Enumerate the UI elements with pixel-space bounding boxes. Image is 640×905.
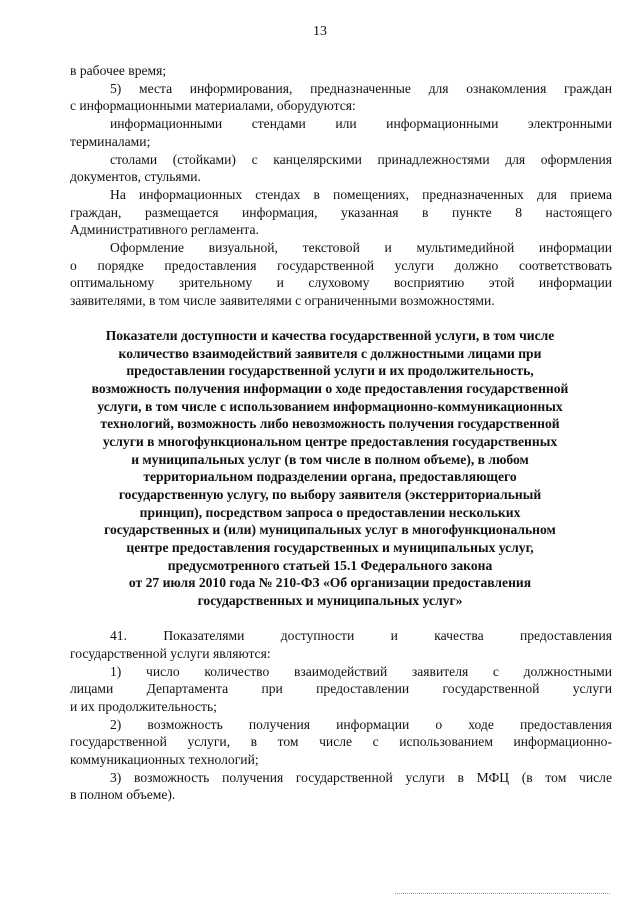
section-heading-line: Показатели доступности и качества государственной услуги, в том числе [105,328,555,343]
text-line: Оформление визуальной, текстовой и мультимедийной информации [110,240,612,255]
text-line: информационными стендами или информационными электронными [110,116,612,131]
section-heading-line: услуги в многофункциональном центре предоставления государственных [102,434,558,449]
section-heading-line: от 27 июля 2010 года № 210-ФЗ «Об организации предоставления [128,575,532,590]
page-number: 13 [313,24,327,39]
section-heading-line: предусмотренного статьей 15.1 Федерального закона [167,558,493,573]
section-heading-line: количество взаимодействий заявителя с должностными лицами при [118,346,542,361]
section-heading-line: центре предоставления государственных и муниципальных услуг, [126,540,534,555]
text-line: 5) места информирования, предназначенные для ознакомления граждан [110,81,612,96]
section-heading-line: технологий, возможность либо невозможность получения государственной [100,416,560,431]
text-line: 41. Показателями доступности и качества предоставления [110,628,612,643]
text-line: 2) возможность получения информации о ходе предоставления [110,717,612,732]
text-line: лицами Департамента при предоставлении государственной услуги [70,681,612,696]
section-heading-line: государственных и муниципальных услуг» [197,593,463,608]
text-line: терминалами; [70,134,151,149]
section-heading-line: территориальном подразделении органа, предоставляющего [143,469,517,484]
section-heading-line: и муниципальных услуг (в том числе в полном объеме), в любом [131,452,529,467]
text-line: и их продолжительность; [70,699,217,714]
text-line: граждан, размещается информация, указанная в пункте 8 настоящего [70,205,612,220]
text-line: в полном объеме). [70,787,176,802]
section-heading-line: государственную услугу, по выбору заявителя (экстерриториальный [118,487,542,502]
text-line: государственной услуги, в том числе с использованием информационно- [70,734,612,749]
section-heading-line: услуги, в том числе с использованием информационно-коммуникационных [97,399,563,414]
text-line: документов, стульями. [70,169,201,184]
text-line: коммуникационных технологий; [70,752,259,767]
footer-divider [395,893,610,894]
text-line: 3) возможность получения государственной услуги в МФЦ (в том числе [110,770,612,785]
section-heading-line: возможность получения информации о ходе предоставления государственной [91,381,569,396]
text-line: в рабочее время; [70,63,167,78]
text-line: На информационных стендах в помещениях, предназначенных для приема [110,187,612,202]
text-line: государственной услуги являются: [70,646,271,661]
section-heading-line: предоставлении государственной услуги и их продолжительность, [126,363,534,378]
text-line: заявителями, в том числе заявителями с ограниченными возможностями. [70,293,495,308]
text-line: оптимальному зрительному и слуховому восприятию этой информации [70,275,612,290]
text-line: о порядке предоставления государственной услуги должно соответствовать [70,258,612,273]
section-heading-line: государственных и (или) муниципальных услуг в многофункциональном [104,522,556,537]
text-line: с информационными материалами, оборудуются: [70,98,356,113]
text-line: 1) число количество взаимодействий заявителя с должностными [110,664,612,679]
text-line: столами (стойками) с канцелярскими принадлежностями для оформления [110,152,612,167]
text-line: Административного регламента. [70,222,259,237]
section-heading-line: принцип), посредством запроса о предоставлении нескольких [139,505,521,520]
